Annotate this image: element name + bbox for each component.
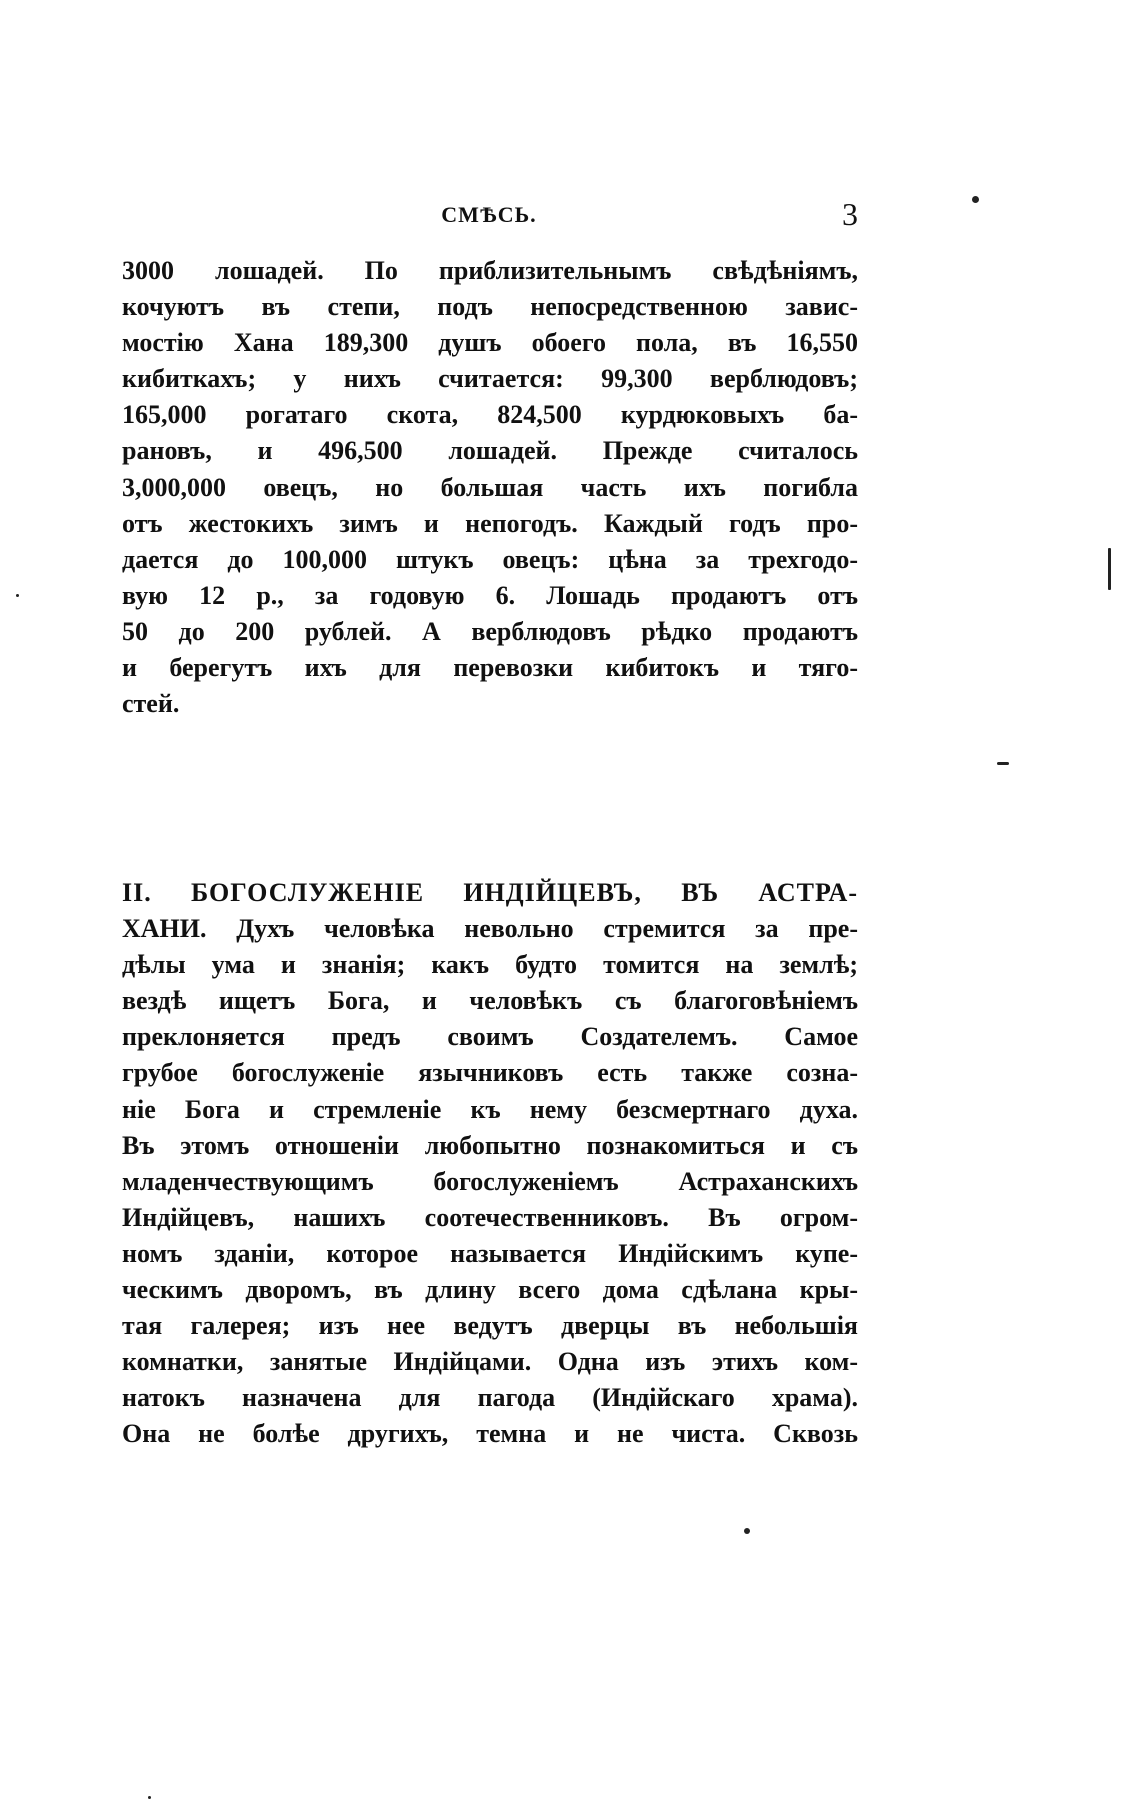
text-line: стей. — [122, 689, 180, 719]
text-line: кибиткахъ; у нихъ считается: 99,300 верблюдовъ; — [122, 364, 858, 394]
text-line: преклоняется предъ своимъ Создателемъ. Самое — [122, 1022, 858, 1052]
text-line: отъ жестокихъ зимъ и непогодъ. Каждый годъ про- — [122, 508, 858, 538]
text-line: Индійцевъ, нашихъ соотечественниковъ. Въ огром- — [122, 1202, 858, 1232]
scan-speck — [744, 1528, 750, 1534]
text-line: дѣлы ума и знанія; какъ будто томится на землѣ; — [122, 950, 858, 980]
text-line: вую 12 р., за годовую 6. Лошадь продаютъ отъ — [122, 580, 858, 610]
text-line: натокъ назначена для пагода (Индійскаго храма). — [122, 1383, 858, 1413]
running-title: СМѢСЬ. — [441, 202, 537, 227]
paragraph-livestock — [122, 253, 858, 722]
text-line: комнатки, занятые Индійцами. Одна изъ этихъ ком- — [122, 1347, 858, 1377]
scan-speck — [972, 196, 979, 203]
text-line: рановъ, и 496,500 лошадей. Прежде считалось — [122, 436, 858, 466]
text-line: 165,000 рогатаго скота, 824,500 курдюковыхъ ба- — [122, 400, 858, 430]
text-line: 3000 лошадей. По приблизительнымъ свѣдѣніямъ, — [122, 256, 858, 285]
text-line: дается до 100,000 штукъ овецъ: цѣна за трехгодо- — [122, 544, 858, 574]
text-line: 3,000,000 овецъ, но большая часть ихъ погибла — [122, 472, 858, 502]
text-line: мостію Хана 189,300 душъ обоего пола, въ 16,550 — [122, 328, 858, 358]
section-heading-end: ХАНИ. — [122, 914, 207, 944]
text-line: тая галерея; изъ нее ведутъ дверцы въ небольшія — [122, 1311, 858, 1341]
text-line: 50 до 200 рублей. А верблюдовъ рѣдко продаютъ — [122, 616, 858, 646]
text-line: грубое богослуженіе язычниковъ есть также созна- — [122, 1058, 858, 1088]
scan-speck — [148, 1796, 151, 1799]
text-line: Она не болѣе другихъ, темна и не чиста. Сквозь — [122, 1419, 858, 1449]
text-line-rest: Духъ человѣка невольно стремится за пре- — [236, 914, 859, 944]
text-line — [122, 911, 858, 947]
text-line: кочуютъ въ степи, подъ непосредственною завис- — [122, 292, 858, 322]
scan-speck — [1108, 548, 1111, 590]
page-number: 3 — [842, 196, 858, 232]
text-line: ческимъ дворомъ, въ длину всего дома сдѣлана кры- — [122, 1275, 858, 1305]
paragraph-indian-worship — [122, 875, 858, 1453]
text-line: младенчествующимъ богослуженіемъ Астраханскихъ — [122, 1166, 858, 1196]
scan-speck — [16, 594, 19, 597]
section-heading: II. БОГОСЛУЖЕНІЕ ИНДІЙЦЕВЪ, ВЪ АСТРА- — [122, 878, 858, 907]
text-line: вездѣ ищетъ Бога, и человѣкъ съ благоговѣніемъ — [122, 986, 858, 1016]
text-line: и берегутъ ихъ для перевозки кибитокъ и тяго- — [122, 653, 858, 683]
text-line: Въ этомъ отношеніи любопытно познакомиться и съ — [122, 1130, 858, 1160]
text-line: ніе Бога и стремленіе къ нему безсмертнаго духа. — [122, 1094, 858, 1124]
scan-speck — [997, 762, 1009, 765]
running-head — [120, 196, 858, 236]
text-line: номъ зданіи, которое называется Индійскимъ купе- — [122, 1238, 858, 1268]
